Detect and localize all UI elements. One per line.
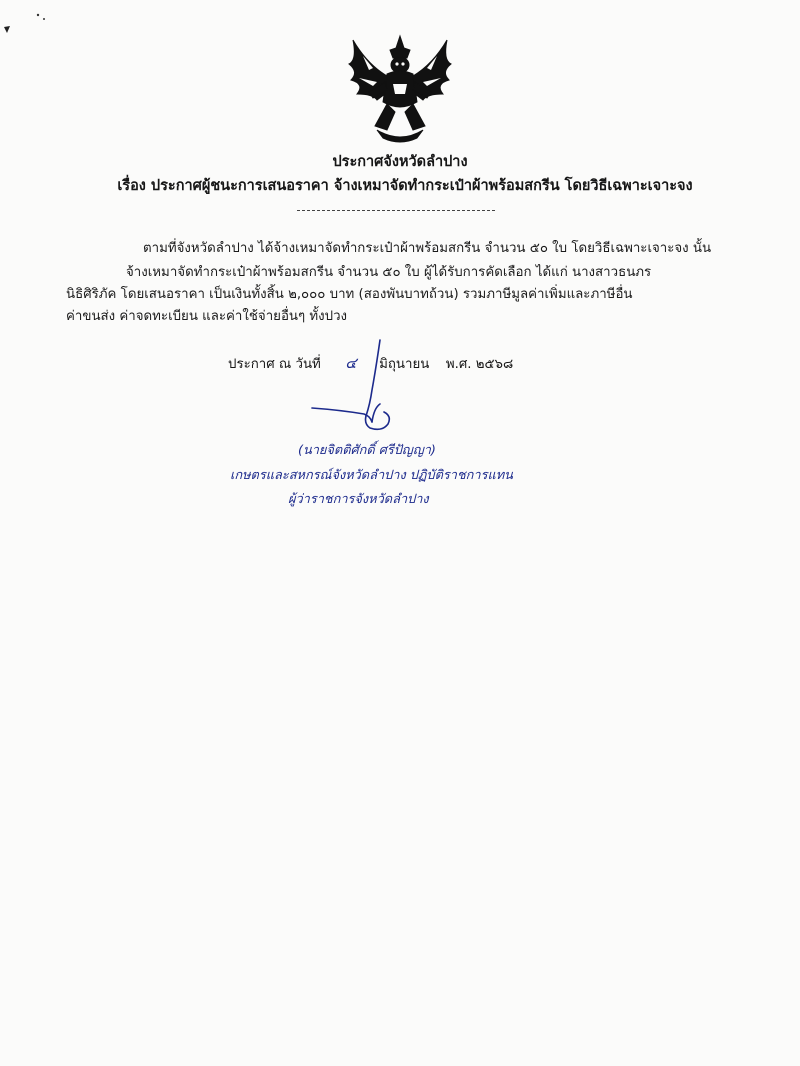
date-day: ๔: [345, 354, 357, 372]
signer-position-line-2: ผู้ว่าราชการจังหวัดลำปาง: [288, 492, 429, 507]
paragraph-2-line-1: จ้างเหมาจัดทำกระเป๋าผ้าพร้อมสกรีน จำนวน ๕๐ ใบ ผู้ได้รับการคัดเลือก ได้แก่ นางสาวธนภร: [126, 265, 652, 280]
signer-position-line-1: เกษตรและสหกรณ์จังหวัดลำปาง ปฏิบัติราชการแทน: [230, 468, 513, 483]
office-title: ประกาศจังหวัดลำปาง: [332, 154, 468, 170]
paragraph-2-line-3: ค่าขนส่ง ค่าจดทะเบียน และค่าใช้จ่ายอื่นๆ ทั้งปวง: [66, 309, 348, 324]
subject-title: เรื่อง ประกาศผู้ชนะการเสนอราคา จ้างเหมาจัดทำกระเป๋าผ้าพร้อมสกรีน โดยวิธีเฉพาะเจาะจง: [117, 178, 693, 194]
date-year: พ.ศ. ๒๕๖๘: [445, 357, 514, 372]
date-month: มิถุนายน: [379, 357, 430, 372]
paragraph-2-line-2: นิธิศิริภัค โดยเสนอราคา เป็นเงินทั้งสิ้น ๒,๐๐๐ บาท (สองพันบาทถ้วน) รวมภาษีมูลค่าเพิ่มและภาษีอื่น: [66, 287, 633, 302]
handwritten-signature: [300, 338, 410, 438]
scan-specks: [0, 0, 60, 40]
divider: [297, 210, 495, 211]
signer-name: (นายจิตติศักดิ์ ศรีปัญญา): [298, 443, 436, 458]
date-prefix: ประกาศ ณ วันที่: [228, 357, 321, 372]
paragraph-1: ตามที่จังหวัดลำปาง ได้จ้างเหมาจัดทำกระเป๋าผ้าพร้อมสกรีน จำนวน ๕๐ ใบ โดยวิธีเฉพาะเจาะจง นั้น: [143, 241, 712, 256]
garuda-emblem-icon: [347, 34, 453, 144]
